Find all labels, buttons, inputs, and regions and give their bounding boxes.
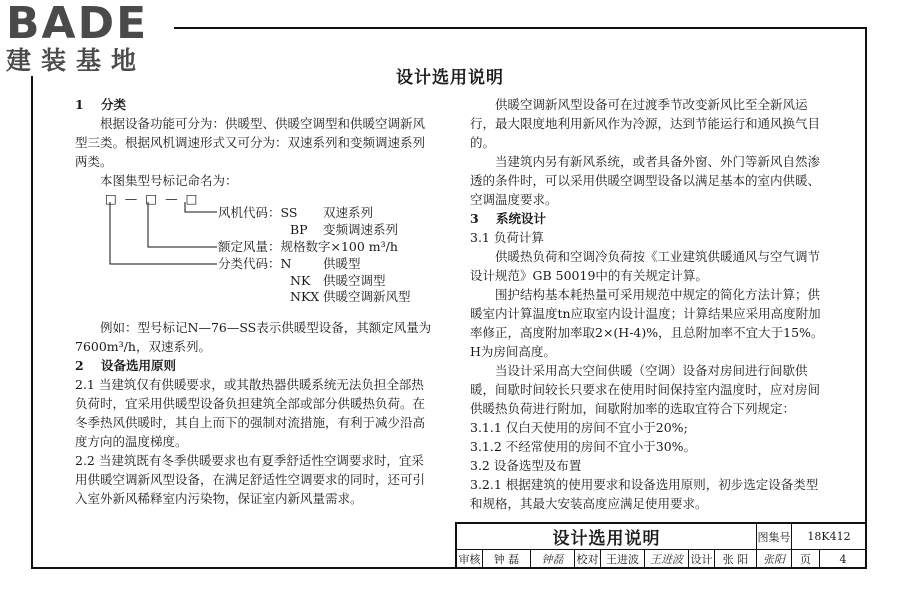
logo-brand-text: BADE <box>6 0 149 49</box>
clause-2-2: 2.2 当建筑既有冬季供暖要求也有夏季舒适性空调要求时，宜采用供暖空调新风型设备，在满足舒适性空调要求的同时，还可引入室外新风稀释室内污染物，保证室内新风量需求。 <box>75 453 426 506</box>
fan-code-bp-desc: 变频调速系列 <box>323 222 399 237</box>
code-boxes: □—□—□ <box>105 191 206 206</box>
class-code-n: 供暖型 <box>323 256 361 271</box>
page-number: 4 <box>820 550 867 569</box>
section-3-title: 系统设计 <box>496 211 547 226</box>
airflow-leader <box>148 202 217 247</box>
reviewer-name: 钟 磊 <box>483 550 531 569</box>
class-code-nkx-desc: 供暖空调新风型 <box>323 289 411 304</box>
section-3-heading <box>470 209 830 228</box>
naming-intro: 本图集型号标记命名为： <box>100 173 238 188</box>
section-2-heading <box>75 356 435 375</box>
airflow-label: 额定风量：规格数字×100 m³/h <box>218 239 398 254</box>
section-1-title: 分类 <box>101 97 127 112</box>
section-1-number: 1 <box>75 97 84 112</box>
right-column <box>470 95 830 513</box>
intermittent-paragraph: 当设计采用高大空间供暖（空调）设备对房间进行间歇供暖，间歇时间较长只要求在使用时间保持室内温度时，应对房间供暖热负荷进行附加，间歇附加率的选取宜符合下列规定： <box>470 363 821 416</box>
class-code-nkx: NKX <box>290 289 320 304</box>
clause-2-1: 2.1 当建筑仅有供暖要求，或其散热器供暖系统无法负担全部热负荷时，宜采用供暖型设备负担建筑全部或部分供暖热负荷。在冬季热风供暖时，其自上而下的强制对流措施，有利于减少沿高度方向的温度梯度。 <box>75 377 426 449</box>
clause-3-1-heading: 3.1 负荷计算 <box>470 230 544 245</box>
designer-signature: 张阳 <box>757 550 792 569</box>
section-2-title: 设备选用原则 <box>101 358 177 373</box>
checker-signature: 王进波 <box>645 550 689 569</box>
example-paragraph: 例如：型号标记N—76—SS表示供暖型设备，其额定风量为7600m³/h，双速系列。 <box>75 320 432 354</box>
section-2-number: 2 <box>75 358 84 373</box>
fan-code-bp: BP <box>290 222 308 237</box>
model-code-diagram <box>75 190 435 286</box>
reviewer-signature: 钟磊 <box>531 550 575 569</box>
section-3-number: 3 <box>470 211 479 226</box>
design-label: 设计 <box>689 550 715 569</box>
check-label: 校对 <box>575 550 601 569</box>
clause-3-1-1: 3.1.1 仅白天使用的房间不宜小于20%; <box>470 420 688 435</box>
heat-loss-paragraph: 围护结构基本耗热量可采用规范中规定的简化方法计算；供暖室内计算温度tn应取室内设计温度；计算结果应采用高度附加率修正，高度附加率取2×(H-4)%，且总附加率不宜大于15%。H为房间高度。 <box>470 287 824 359</box>
fan-code-ss: 双速系列 <box>323 205 374 220</box>
review-label: 审核 <box>457 550 483 569</box>
class-code-nk-desc: 供暖空调型 <box>323 273 386 288</box>
clause-3-1-2: 3.1.2 不经常使用的房间不宜小于30%。 <box>470 439 697 454</box>
classification-paragraph: 根据设备功能可分为：供暖型、供暖空调型和供暖空调新风型三类。根据风机调速形式又可分为：双速系列和变频调速系列两类。 <box>75 116 426 169</box>
title-block-title: 设计选用说明 <box>457 524 757 550</box>
atlas-label: 图集号 <box>757 524 792 550</box>
section-1-heading <box>75 95 435 114</box>
class-code-leader <box>110 202 217 264</box>
page-label: 页 <box>792 550 820 569</box>
left-column <box>75 95 435 508</box>
logo-subtitle: 建装基地 <box>6 46 147 75</box>
checker-name: 王进波 <box>601 550 645 569</box>
title-block <box>455 522 867 569</box>
fresh-air-paragraph: 供暖空调新风型设备可在过渡季节改变新风比至全新风运行，最大限度地利用新风作为冷源，达到节能运行和通风换气目的。 <box>470 97 821 150</box>
load-calc-paragraph: 供暖热负荷和空调冷负荷按《工业建筑供暖通风与空气调节设计规范》GB 50019中的有关规定计算。 <box>470 249 821 283</box>
designer-name: 张 阳 <box>715 550 757 569</box>
clause-3-2-heading: 3.2 设备选型及布置 <box>470 458 582 473</box>
atlas-number: 18K412 <box>792 524 867 550</box>
clause-3-2-1: 3.2.1 根据建筑的使用要求和设备选用原则，初步选定设备类型和规格，其最大安装高度应满足使用要求。 <box>470 477 819 511</box>
ventilation-paragraph: 当建筑内另有新风系统，或者具备外窗、外门等新风自然渗透的条件时，可以采用供暖空调型设备以满足基本的室内供暖、空调温度要求。 <box>470 154 821 207</box>
class-code-label: 分类代码：N <box>218 256 292 271</box>
class-code-nk: NK <box>290 273 311 288</box>
fan-code-label: 风机代码：SS <box>218 205 298 220</box>
page-title: 设计选用说明 <box>396 68 504 88</box>
